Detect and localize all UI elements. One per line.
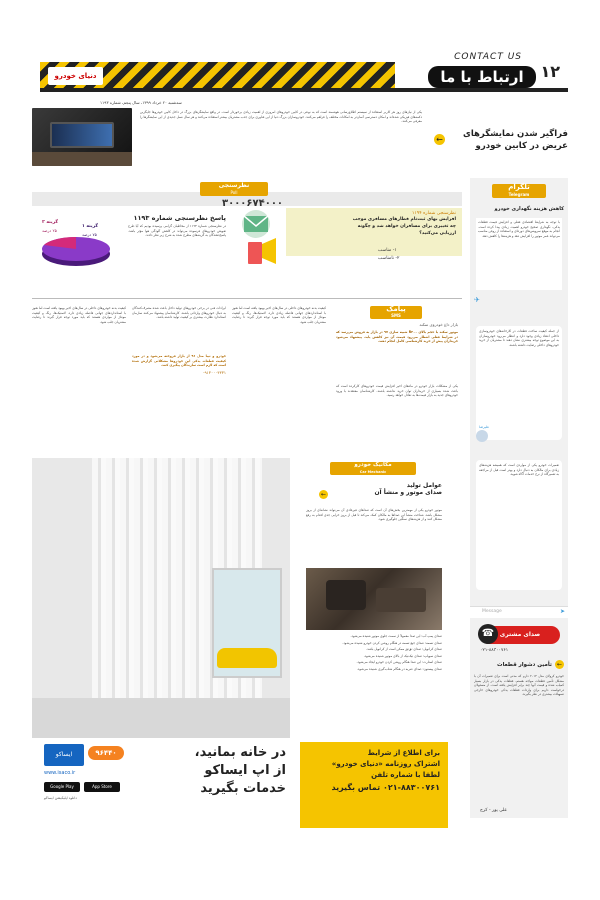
- payamak-badge-en: SMS: [391, 312, 401, 318]
- arrow-left-icon: ←: [434, 134, 445, 145]
- payamak-intro: بازار داغ خودروی سکند: [419, 322, 458, 327]
- mechanic-badge-label: مکانیک خودرو: [354, 462, 392, 468]
- mechanic-bullets: [306, 634, 442, 732]
- mechanic-arrow-icon: ←: [320, 491, 327, 498]
- payamak-badge: [370, 306, 422, 319]
- page-header: [0, 40, 600, 105]
- taxi-car-icon: [217, 648, 277, 668]
- poll-question-box: [286, 208, 462, 256]
- google-play-label: Google Play: [50, 784, 74, 789]
- dateline: سه‌شنبه ۲۰ خرداد ۱۳۹۹، سال پنجم، شماره ۱۱۹۳: [100, 100, 182, 105]
- isaco-brand: ایساکو: [55, 751, 73, 758]
- poll-section: [32, 180, 462, 300]
- app-store-badge[interactable]: [84, 782, 120, 792]
- isaco-website[interactable]: www.isaco.ir: [44, 770, 76, 776]
- envelope-illustration: [230, 208, 282, 270]
- dashboard-screen-icon: [50, 122, 114, 148]
- payamak-body: یکی از مشکلات بازار خودرو در ماه‌های اخیر افزایش قیمت خودروهای کارکرده است که باعث شده بسیاری از خریداران توان خرید نداشته باشند. کارشناسان معتقدند با ورود خودروهای جدید به بازار قیمت‌ها به تعادل خواهد رسید.: [336, 384, 458, 398]
- voice-arrow-icon: ←: [556, 661, 563, 668]
- option-1: ۱- مناسب: [378, 248, 397, 253]
- voice-badge-label: صدای مشتری: [499, 631, 541, 638]
- headline-line1: فراگیر شدن نمایشگرهای: [463, 129, 568, 139]
- voice-signature: علی پور - کرج: [480, 808, 508, 813]
- option-a-value: ۷۵ درصد: [82, 232, 97, 237]
- option-b-value: ۲۵ درصد: [42, 228, 57, 233]
- subscription-line1: برای اطلاع از شرایط: [367, 749, 440, 757]
- voice-title-row: [474, 662, 564, 668]
- poll-badge: [200, 182, 268, 196]
- voice-title: تأمین دشوار قطعات: [497, 662, 552, 668]
- subscription-line3: لطفا با شماره تلفن: [371, 771, 440, 779]
- chat-bubble-2: [476, 460, 562, 590]
- mechanic-bullet-3: صدای سوپاپ: صدای تیک‌تیک از بالای موتور شنیده می‌شود.: [363, 653, 442, 658]
- middle-col3: کیفیت بدنه خودروهای داخلی در سال‌های اخیر بهبود یافته است اما هنوز با استانداردهای جهانی فاصله زیادی دارد. لاستیک‌ها، رنگ و کیفیت مونتاژ از مواردی هستند که باید مورد توجه قرار گیرند تا رضایت مشتریان جلب شود.: [232, 306, 326, 324]
- subscription-line4: ۰۲۱-۸۸۳۰۰۷۶۱ تماس بگیرید: [331, 783, 440, 792]
- top-article: [32, 108, 568, 172]
- ad-headline: [132, 744, 286, 798]
- payamak-highlight: موتور سکند با حجم بالای R۲۰۰ شبیه سازی ۹۷ در بازار به فروش می‌رسد که در شرایط فعلی انتظار می‌رود قیمت آن نیز کاهش یابد. پیشنهاد می‌شود خریداران پیش از خرید کارشناسی کامل انجام دهند.: [336, 330, 458, 344]
- voice-phone: ۰۲۱-۸۸۳۰۰۷۶۱: [480, 648, 509, 653]
- envelope-icon: [230, 208, 282, 270]
- ad-line3: خدمات بگیرید: [200, 781, 286, 796]
- dashboard-trim: [32, 152, 132, 166]
- message-bar[interactable]: [470, 606, 568, 618]
- top-article-headline: [430, 128, 568, 152]
- mechanic-title: [322, 482, 442, 496]
- mechanic-badge: [330, 462, 416, 475]
- poll-divider: [32, 298, 462, 299]
- hotline-badge: [88, 746, 124, 760]
- section-title: ارتباط با ما: [428, 66, 536, 88]
- question-heading: نظرسنجی شماره ۱۱۹۴: [411, 211, 456, 216]
- ad-download-text: دانلود اپلیکیشن ایساکو: [44, 796, 77, 800]
- chat-bubble-1: [476, 326, 562, 440]
- middle-col2-highlight: خودرو و تیبا مدل ۹۶ از بازار فروخته می‌شود و در مورد کیفیت قطعات یدکی این خودروها مشکلاتی گزارش شده است که لازم است سازندگان پیگیری کنند.: [132, 354, 226, 368]
- option-b-label: گزینه ۲: [42, 220, 58, 225]
- chat-body-1: از جمله کیفیت ساخت قطعات در کارخانه‌های خودروسازی داخلی انتقاد زیادی وجود دارد و انتظار می‌رود خودروسازان به این موضوع توجه بیشتری نشان دهند تا مشتریان از خرید خودروهای داخلی رضایت داشته باشند.: [479, 329, 559, 347]
- sidebar: [470, 178, 568, 818]
- option-2: ۲- نامناسب: [378, 256, 400, 261]
- engine-photo: [306, 568, 442, 630]
- ad-line2: از اپ ایساکو: [204, 763, 286, 778]
- brand-logo: دنیای خودرو: [48, 67, 103, 85]
- send-icon[interactable]: ➤: [559, 608, 565, 615]
- header-bar: [40, 88, 568, 92]
- poll-phone: ۳۰۰۰۶۷۴۰۰۰: [222, 198, 284, 209]
- telegram-airplane-icon: ✈: [474, 296, 480, 304]
- google-play-badge[interactable]: [44, 782, 80, 792]
- mechanic-bullet-1: صدای تسمه: صدای جیغ تسمه در هنگام روشن کردن خودرو شنیده می‌شود.: [342, 640, 442, 645]
- hotline-number: ۹۶۴۴۰: [95, 749, 117, 757]
- phone-icon: ☎: [478, 624, 498, 644]
- middle-section: [32, 306, 462, 446]
- telegram-badge: [492, 184, 546, 198]
- mechanic-bullet-5: صدای پیستون: صدای ضربه در هنگام شتاب‌گیری شنیده می‌شود.: [356, 666, 442, 671]
- middle-col2: [132, 306, 226, 436]
- mechanic-section: [304, 462, 444, 732]
- isaco-logo: [44, 744, 84, 766]
- message-placeholder: Message: [482, 609, 502, 614]
- telegram-badge-en: Telegram: [508, 192, 530, 197]
- chat-body-2: تعمیرات خودرو یکی از مواردی است که همیشه هزینه‌های زیادی برای مالکان به دنبال دارد و بهتر است قبل از مراجعه به تعمیرگاه از نرخ خدمات آگاه شوید.: [479, 463, 559, 477]
- telegram-title: کاهش هزینه نگهداری خودرو: [494, 206, 564, 212]
- ad-line1: در خانه بمانید،: [194, 745, 286, 760]
- mechanic-bullet-2: صدای کرانویل: صدای تق‌تق ممکن است از کرانویل باشد.: [366, 647, 442, 652]
- option-a-label: گزینه ۱: [82, 224, 98, 229]
- question-text: افزایش بهای ثبت‌نام قطارهای مسافری موجب چه تغییری برای مسافران خواهد شد و چگونه ارزیابی می‌کنید؟: [352, 217, 456, 236]
- top-article-body: یکی از نیازهای روز هر کاربر استفاده از سیستم اطلاع‌رسانی هوشمند است که به نوعی در کابین خودروهای امروزی از اهمیت زیادی برخوردار است. در واقع نمایشگرهای بزرگ در داخل کابین خودروها جایگزین دکمه‌های فیزیکی شده‌اند و امکان دسترسی آسان‌تر به امکانات مختلف را فراهم می‌کنند. خودروسازان بزرگ دنیا از این فناوری برای جذب مشتریان بیشتر استفاده می‌کنند و هر سال نسل جدیدی از این نمایشگرها را معرفی می‌کنند.: [140, 110, 422, 124]
- poll-badge-label: نظرسنجی: [218, 182, 250, 189]
- headline-line2: عریض در کابین خودرو: [475, 141, 568, 151]
- telegram-badge-label: تلگرام: [508, 183, 530, 191]
- telegram-body: با توجه به شرایط اقتصادی فعلی و افزایش قیمت قطعات یدکی، نگهداری صحیح خودرو اهمیت زیادی پیدا کرده است. انجام به موقع سرویس‌های دوره‌ای و استفاده از روغن مناسب می‌تواند عمر موتور را افزایش دهد و هزینه‌ها را کاهش دهد.: [476, 218, 562, 290]
- mechanic-title-line2: صدای موتور و منشأ آن: [374, 489, 442, 496]
- floor: [32, 698, 290, 738]
- middle-col1: کیفیت بدنه خودروهای داخلی در سال‌های اخیر بهبود یافته است اما هنوز با استانداردهای جهانی فاصله زیادی دارد. لاستیک‌ها، رنگ و کیفیت مونتاژ از مواردی هستند که باید مورد توجه قرار گیرند تا رضایت مشتریان جلب شود.: [32, 306, 126, 324]
- middle-col2-top: ایرادات فنی در برخی خودروهای تولید داخل باعث شده مصرف‌کنندگان به دنبال خودروهای وارداتی باشند. کارشناسان پیشنهاد می‌کنند سازمان استاندارد نظارت بیشتری بر کیفیت تولید داشته باشد.: [132, 306, 226, 320]
- subscription-box: [300, 742, 448, 828]
- app-store-label: App Store: [92, 784, 112, 789]
- mechanic-bullet-0: صدای پمپ آب: این صدا معمولاً از سمت جلوی موتور شنیده می‌شود.: [350, 634, 442, 638]
- answer-heading: پاسخ نظرسنجی شماره ۱۱۹۳: [133, 214, 226, 222]
- mechanic-bullet-4: صدای استارت: این صدا هنگام روشن کردن خودرو ایجاد می‌شود.: [356, 660, 442, 665]
- isaco-ad[interactable]: [32, 458, 290, 828]
- voice-body: خودرو کرولای مدل ۲۰۱۴ دارم که مدتی است برای تعمیرات آن با مشکل تأمین قطعات مواجه هستم. قطعات یدکی در بازار بسیار کمیاب شده و قیمت آنها چند برابر افزایش یافته است. از مسئولان درخواست داریم برای واردات قطعات یدکی خودروهای خارجی تسهیلات بیشتری در نظر بگیرند.: [474, 674, 564, 697]
- chat-user-name: علیرضا: [479, 425, 490, 429]
- poll-badge-en: Poll: [230, 190, 238, 195]
- page-number: ۱۲: [540, 62, 560, 81]
- middle-col2-phone: ۰۹۱۳۰۰۰۴۳۳۱: [202, 369, 226, 375]
- answer-body: در نظرسنجی شماره ۱۱۹۳ از مخاطبان گرامی پرسیده بودیم که آیا طرح تعویض خودروهای فرسوده می‌تواند در کاهش آلودگی هوا مؤثر باشد. پاسخ‌دهندگان به گزینه‌های مطرح شده به شرح زیر نظر دادند.: [128, 224, 226, 238]
- ad-text-panel: [32, 738, 290, 828]
- payamak-box: [332, 306, 462, 446]
- payamak-badge-label: پیامک: [386, 305, 406, 313]
- mechanic-title-line1: عوامل تولید: [406, 482, 442, 489]
- contact-label: CONTACT US: [454, 52, 522, 62]
- top-article-image: [32, 108, 132, 166]
- subscription-line2: اشتراک روزنامه «دنیای خودرو»: [331, 760, 440, 768]
- mechanic-body: موتور خودرو یکی از مهمترین بخش‌های آن است که صداهای غیرعادی آن می‌تواند نشانه‌ای از بروز مشکل باشد. شناخت منشأ این صداها به مالکان کمک می‌کند تا قبل از بروز خرابی جدی اقدام به رفع مشکل کنند و از هزینه‌های سنگین جلوگیری شود.: [306, 508, 442, 522]
- user-avatar: [476, 430, 488, 442]
- mechanic-badge-en: Car Mechanic: [359, 469, 387, 474]
